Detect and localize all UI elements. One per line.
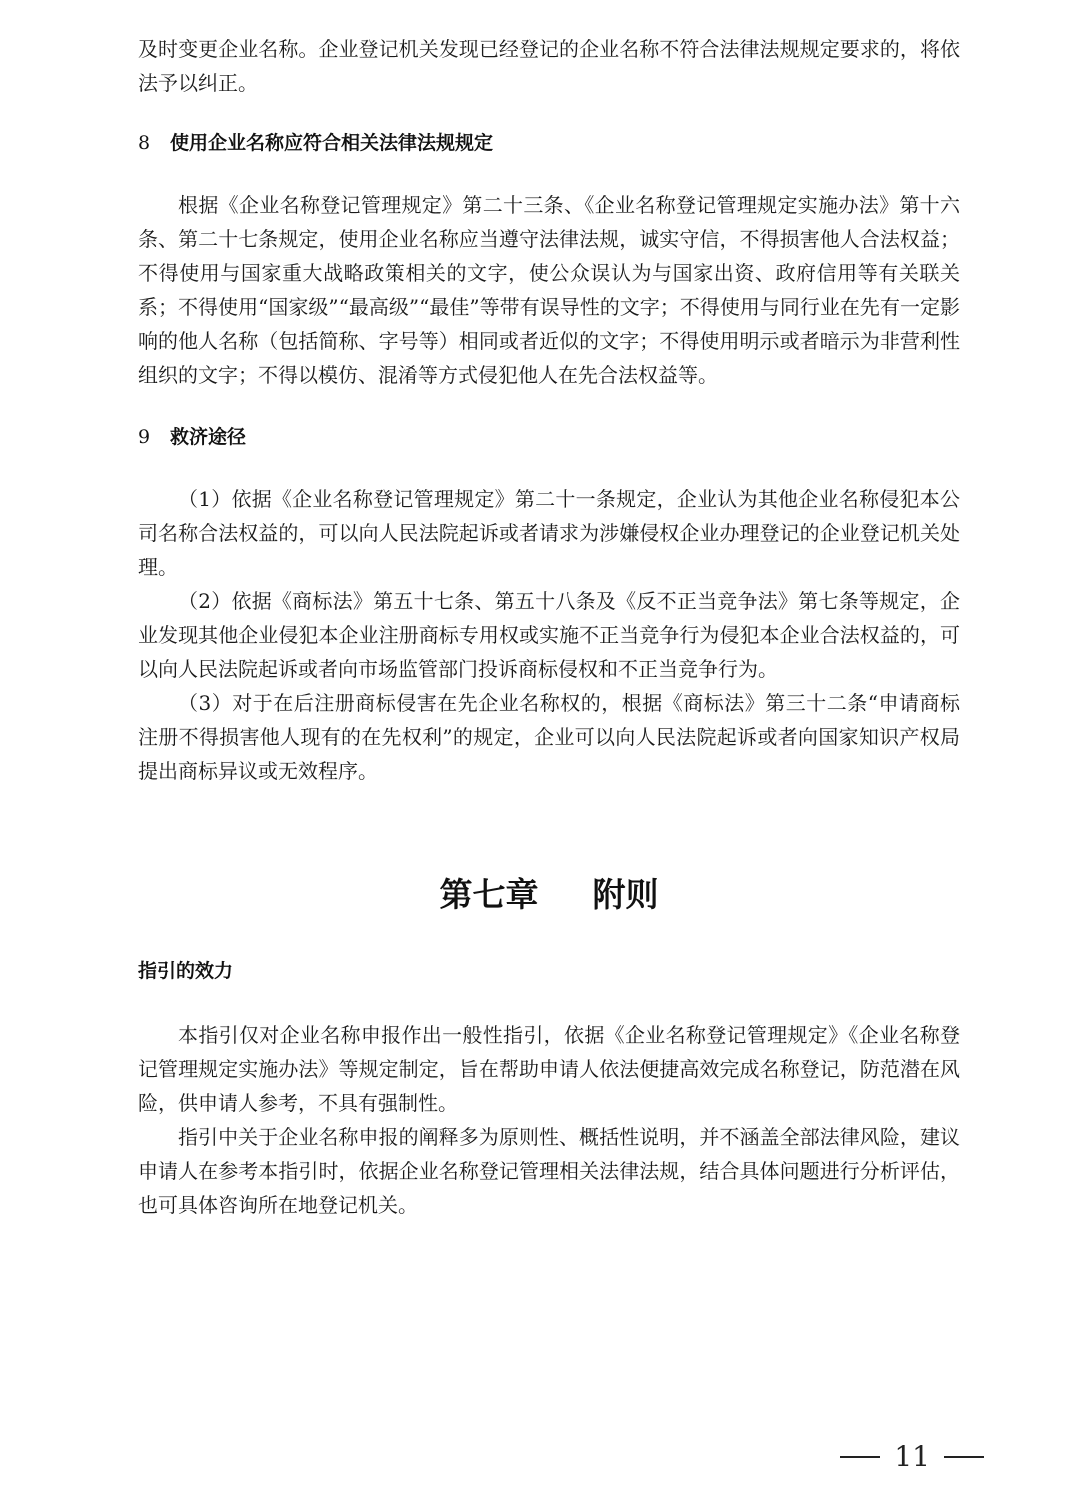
page-number-dash-right xyxy=(944,1456,984,1458)
section-9-heading xyxy=(138,420,960,454)
section-9-paragraph-2: （2）依据《商标法》第五十七条、第五十八条及《反不正当竞争法》第七条等规定，企业发现其他企业侵犯本企业注册商标专用权或实施不正当竞争行为侵犯本企业合法权益的，可以向人民法院起诉或者向市场监管部门投诉商标侵权和不正当竞争行为。 xyxy=(138,589,960,681)
chapter-7-label: 第七章 xyxy=(439,875,539,914)
section-8-number: 8 xyxy=(138,132,151,154)
section-9-number: 9 xyxy=(138,426,151,448)
document-page xyxy=(138,0,960,1222)
guide-effect-paragraph-2: 指引中关于企业名称申报的阐释多为原则性、概括性说明，并不涵盖全部法律风险，建议申请人在参考本指引时，依据企业名称登记管理相关法律法规，结合具体问题进行分析评估，也可具体咨询所在地登记机关。 xyxy=(138,1125,960,1217)
guide-effect-heading: 指引的效力 xyxy=(138,960,234,982)
guide-effect-paragraph-1: 本指引仅对企业名称申报作出一般性指引，依据《企业名称登记管理规定》《企业名称登记管理规定实施办法》等规定制定，旨在帮助申请人依法便捷高效完成名称登记，防范潜在风险，供申请人参考，不具有强制性。 xyxy=(138,1023,960,1115)
section-8-paragraph: 根据《企业名称登记管理规定》第二十三条、《企业名称登记管理规定实施办法》第十六条、第二十七条规定，使用企业名称应当遵守法律法规，诚实守信，不得损害他人合法权益；不得使用与国家重大战略政策相关的文字，使公众误认为与国家出资、政府信用等有关联关系；不得使用“国家级”“最高级”“最佳”等带有误导性的文字；不得使用与同行业在先有一定影响的他人名称（包括简称、字号等）相同或者近似的文字；不得使用明示或者暗示为非营利性组织的文字；不得以模仿、混淆等方式侵犯他人在先合法权益等。 xyxy=(138,193,960,387)
section-9-title: 救济途径 xyxy=(170,426,247,448)
chapter-7-title xyxy=(138,870,960,920)
page-number-value: 11 xyxy=(894,1440,930,1473)
section-9-paragraph-1: （1）依据《企业名称登记管理规定》第二十一条规定，企业认为其他企业名称侵犯本公司名称合法权益的，可以向人民法院起诉或者请求为涉嫌侵权企业办理登记的企业登记机关处理。 xyxy=(138,487,960,579)
page-number-dash-left xyxy=(840,1456,880,1458)
chapter-7-name: 附则 xyxy=(592,875,659,914)
intro-paragraph: 及时变更企业名称。企业登记机关发现已经登记的企业名称不符合法律法规规定要求的，将依法予以纠正。 xyxy=(138,37,960,95)
section-8-title: 使用企业名称应符合相关法律法规规定 xyxy=(170,132,494,154)
page-number xyxy=(826,1440,998,1473)
section-9-paragraph-3: （3）对于在后注册商标侵害在先企业名称权的，根据《商标法》第三十二条“申请商标注册不得损害他人现有的在先权利”的规定，企业可以向人民法院起诉或者向国家知识产权局提出商标异议或无效程序。 xyxy=(138,691,960,783)
section-8-heading xyxy=(138,126,960,160)
